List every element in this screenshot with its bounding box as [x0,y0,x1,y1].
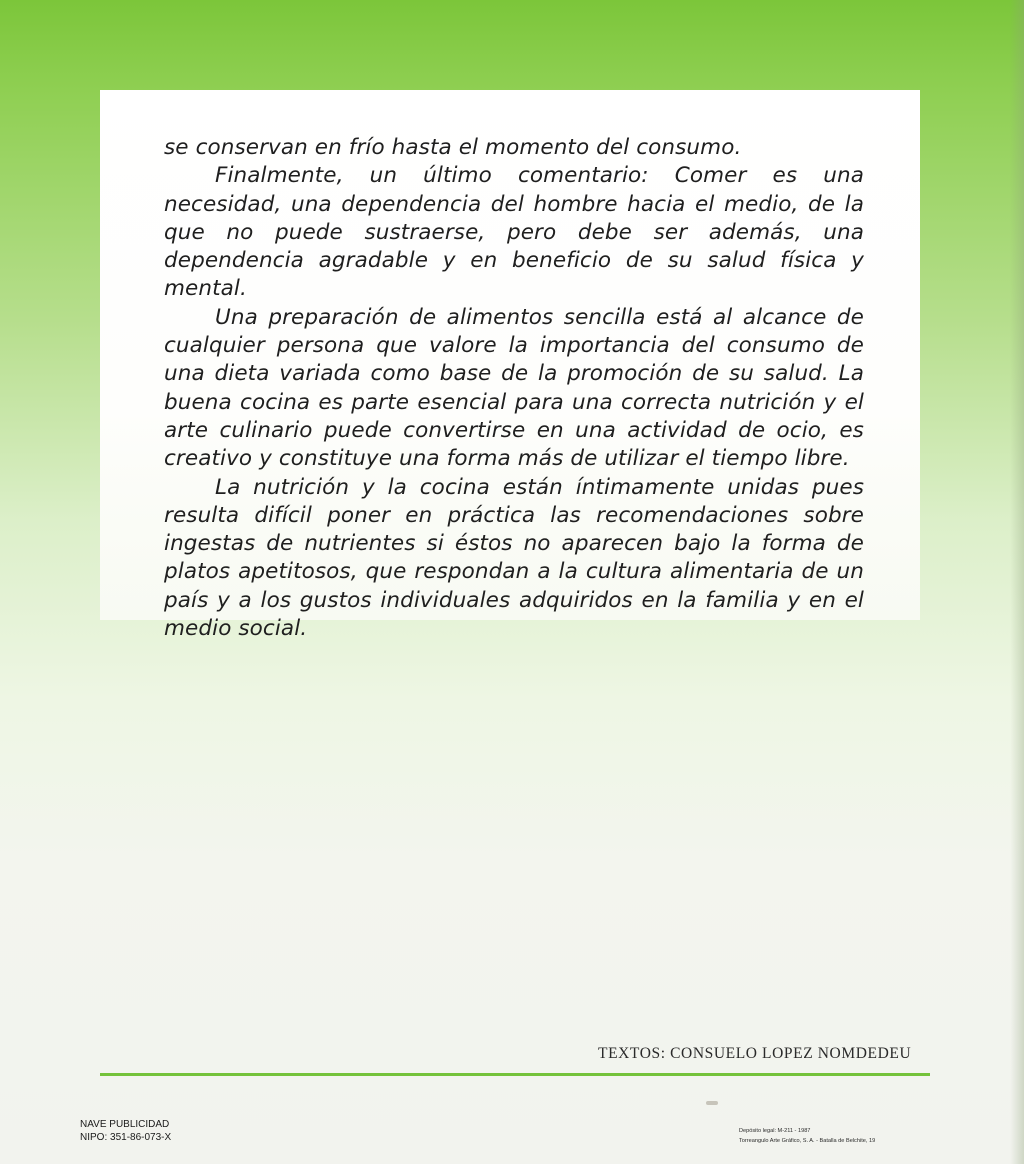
paragraph-continuation: se conservan en frío hasta el momento del consumo. [164,135,742,160]
page-edge-shadow [1010,0,1024,1164]
publisher-name: NAVE PUBLICIDAD [80,1119,170,1130]
paragraph-final-comment: Finalmente, un último comentario: Comer es una necesidad, una dependencia del hombre hacia el medio, de la que no puede sustraerse, pero debe ser además, una dependencia agradable y en beneficio de su salud física y mental. [164,163,864,302]
printer-imprint [739,1126,875,1146]
ink-smudge [706,1101,718,1105]
author-credit: TEXTOS: CONSUELO LOPEZ NOMDEDEU [598,1045,912,1062]
printer-name: Torreangulo Arte Gráfico, S. A. - Batalla de Belchite, 19 [739,1138,876,1144]
paragraph-food-preparation: Una preparación de alimentos sencilla está al alcance de cualquier persona que valore la importancia del consumo de una dieta variada como base de la promoción de su salud. La buena cocina es parte esencial para una correcta nutrición y el arte culinario puede convertirse en una actividad de ocio, es creativo y constituye una forma más de utilizar el tiempo libre. [164,304,864,472]
body-text [164,134,864,643]
paragraph-nutrition-cooking: La nutrición y la cocina están íntimamente unidas pues resulta difícil poner en práctica las recomendaciones sobre ingestas de nutrientes si éstos no aparecen bajo la forma de platos apetitosos, que respondan a la cultura alimentaria de un país y a los gustos individuales adquiridos en la familia y en el medio social. [164,474,864,642]
publisher-imprint [80,1118,171,1144]
legal-deposit: Depósito legal: M-211 - 1987 [739,1128,811,1134]
nipo-number: NIPO: 351-86-073-X [80,1132,172,1143]
green-divider [100,1073,930,1076]
